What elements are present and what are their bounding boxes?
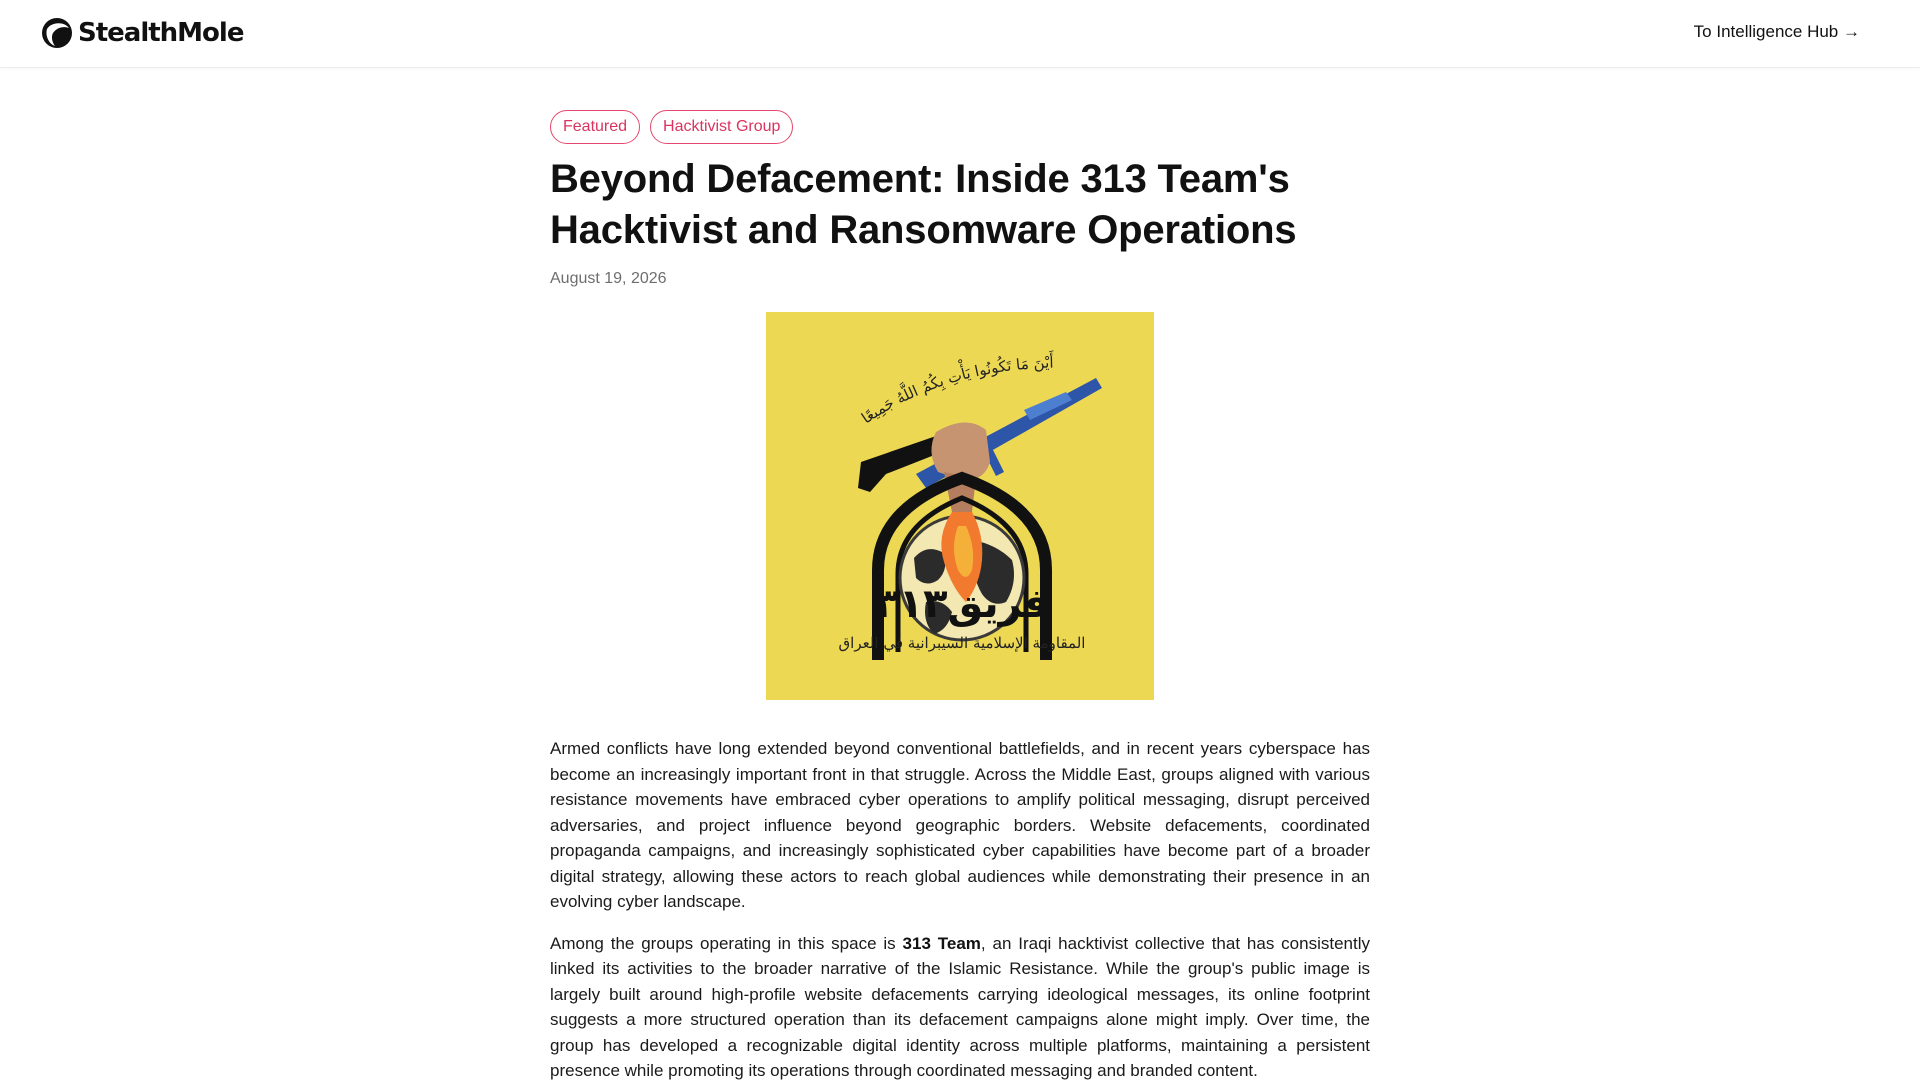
group-name-highlight: 313 Team xyxy=(902,933,981,953)
brand-name: StealthMole xyxy=(78,18,244,48)
publish-date: August 19, 2026 xyxy=(550,270,667,287)
article-header xyxy=(550,110,1370,288)
hero-image xyxy=(766,312,1154,700)
article-paragraph: Armed conflicts have long extended beyond conventional battlefields, and in recent years cyberspace has become an increasingly important front in that struggle. Across the Middle East, groups aligned with various resistance movements have embraced cyber operations to amplify political messaging, disrupt perceived adversaries, and project influence beyond geographic borders. Website defacements, coordinated propaganda campaigns, and increasingly sophisticated cyber capabilities have become part of a broader digital strategy, allowing these actors to reach global audiences while demonstrating their presence in an evolving cyber landscape. xyxy=(550,739,1370,911)
emblem-top-script: أَيْنَ مَا تَكُونُوا يَأْتِ بِكُمُ اللَّهُ جَمِيعًا xyxy=(858,353,1054,428)
article-title: Beyond Defacement: Inside 313 Team's Hacktivist and Ransomware Operations xyxy=(550,157,1297,252)
intelligence-hub-link[interactable]: To Intelligence Hub → xyxy=(1693,22,1860,41)
brand-home-link[interactable] xyxy=(40,16,243,50)
emblem-bottom-script: المقاومة الإسلامية السيبرانية في العراق xyxy=(838,634,1086,652)
313-team-emblem-icon xyxy=(766,312,1154,700)
article-paragraph: Among the groups operating in this space is 313 Team, an Iraqi hacktivist collective that has consistently linked its activities to the broader narrative of the Islamic Resistance. While the group's public image is largely built around high-profile website defacements carrying ideological messages, its online footprint suggests a more structured operation than its defacement campaigns alone might imply. Over time, the group has developed a recognizable digital identity across multiple platforms, maintaining a persistent presence while promoting its operations through coordinated messaging and branded content. xyxy=(550,933,1370,1080)
tag-hacktivist-group[interactable]: Hacktivist Group xyxy=(650,110,793,144)
top-navigation-bar xyxy=(0,0,1920,68)
emblem-team-name: فريق ٣١٣ xyxy=(874,581,1050,627)
article-body xyxy=(550,736,1370,1080)
tag-featured[interactable]: Featured xyxy=(550,110,640,144)
tag-list xyxy=(550,110,1370,144)
mole-logo-icon xyxy=(40,16,74,50)
